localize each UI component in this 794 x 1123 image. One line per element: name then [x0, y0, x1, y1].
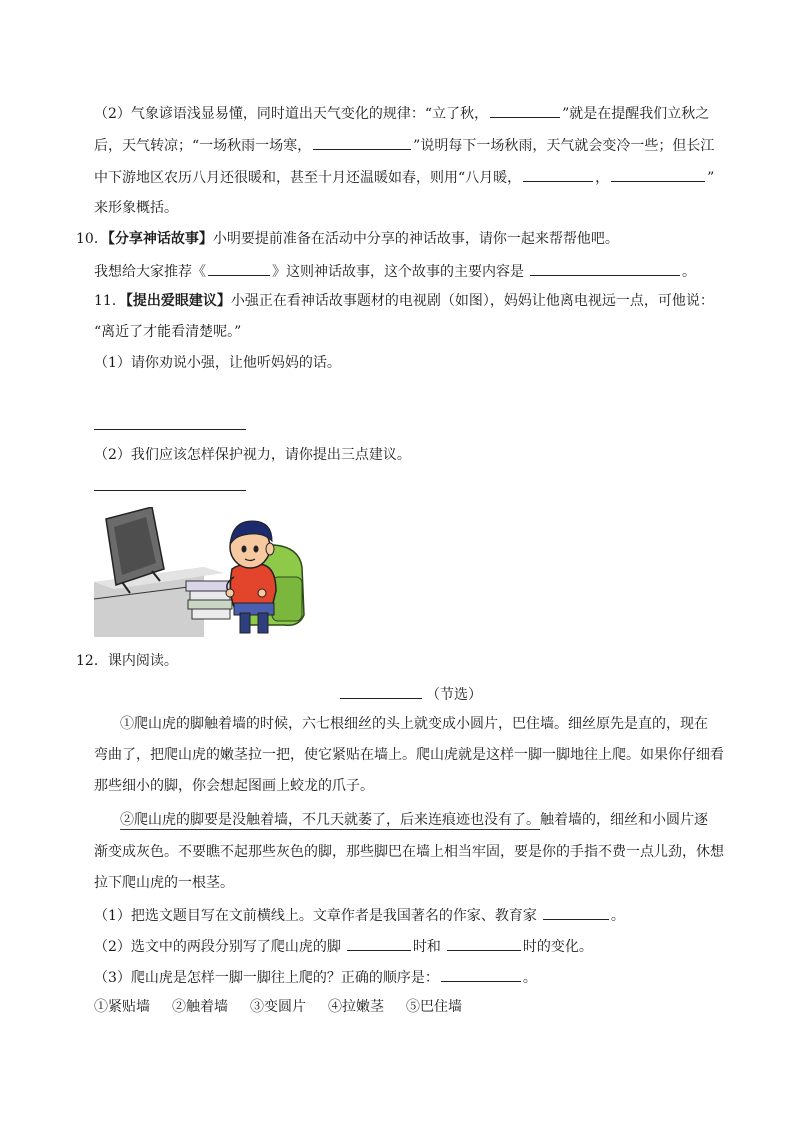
answer-blank[interactable] — [208, 260, 270, 276]
answer-blank[interactable] — [611, 166, 705, 182]
q11-line1: 11．【提出爱眼建议】小强正在看神话故事题材的电视剧（如图），妈妈让他离电视远一点，可他说： — [94, 293, 714, 309]
q12-heading: 12．课内阅读。 — [76, 653, 178, 669]
q12-sub2: （2）选文中的两段分别写了爬山虎的脚 时和 时的变化。 — [94, 935, 593, 957]
option-1: ①紧贴墙 — [94, 999, 150, 1015]
answer-blank[interactable] — [340, 683, 422, 699]
q10-line1: 10．【分享神话故事】小明要提前准备在活动中分享的神话故事，请你一起来帮帮他吧。 — [76, 231, 619, 247]
boy-watching-tv-illustration — [94, 507, 308, 637]
q12-para1-l2: 弯曲了，把爬山虎的嫩茎拉一把，使它紧贴在墙上。爬山虎就是这样一脚一脚地往上爬。如果你仔细看 — [94, 747, 724, 763]
underlined-sentence: ②爬山虎的脚要是没触着墙，不几天就萎了，后来连痕迹也没有了。 — [120, 812, 540, 828]
q12-para2-l2: 渐变成灰色。不要瞧不起那些灰色的脚，那些脚巴在墙上相当牢固，要是你的手指不费一点儿劲，休想 — [94, 844, 724, 860]
option-4: ④拉嫩茎 — [328, 999, 384, 1015]
q10-line2: 我想给大家推荐《 》这则神话故事，这个故事的主要内容是 。 — [94, 260, 696, 282]
answer-blank[interactable] — [347, 935, 411, 951]
q12-para2-l1: ②爬山虎的脚要是没触着墙，不几天就萎了，后来连痕迹也没有了。触着墙的，细丝和小圆片逐 — [120, 812, 708, 828]
option-3: ③变圆片 — [250, 999, 306, 1015]
answer-blank[interactable] — [447, 935, 521, 951]
answer-blank[interactable] — [313, 134, 411, 150]
q11-sub2: （2）我们应该怎样保护视力，请你提出三点建议。 — [94, 447, 411, 463]
answer-blank[interactable] — [543, 904, 609, 920]
q12-para2-l3: 拉下爬山虎的一根茎。 — [94, 875, 234, 891]
q12-title-line: （节选） — [340, 683, 482, 705]
q12-para1-l3: 那些细小的脚，你会想起图画上蛟龙的爪子。 — [94, 778, 374, 794]
q11-sub1: （1）请你劝说小强，让他听妈妈的话。 — [94, 355, 341, 371]
q10-tag: 【分享神话故事】 — [107, 231, 213, 247]
answer-blank[interactable] — [441, 966, 521, 982]
q9-p2-line3: 中下游地区农历八月还很暖和，甚至十月还温暖如春，则用“八月暖， ， ” — [94, 166, 714, 188]
answer-blank[interactable] — [523, 166, 593, 182]
q11-quote: “离近了才能看清楚呢。” — [94, 324, 242, 340]
q9-p2-line4: 来形象概括。 — [94, 200, 178, 216]
answer-blank[interactable] — [530, 260, 680, 276]
q12-sub1: （1）把选文题目写在文前横线上。文章作者是我国著名的作家、教育家 。 — [94, 904, 625, 926]
boy-figure — [230, 564, 276, 607]
answer-line[interactable] — [94, 429, 246, 430]
q9-p2-line2: 后，天气转凉；“一场秋雨一场寒， ”说明每下一场秋雨，天气就会变冷一些；但长江 — [94, 134, 714, 156]
option-2: ②触着墙 — [172, 999, 228, 1015]
answer-line[interactable] — [94, 490, 246, 491]
answer-blank[interactable] — [490, 102, 560, 118]
option-5: ⑤巴住墙 — [406, 999, 462, 1015]
q12-options — [94, 997, 484, 1017]
q12-sub3: （3）爬山虎是怎样一脚一脚往上爬的？正确的顺序是： 。 — [94, 966, 537, 988]
q12-para1-l1: ①爬山虎的脚触着墙的时候，六七根细丝的头上就变成小圆片，巴住墙。细丝原先是直的，现在 — [120, 716, 708, 732]
q9-p2-line1: （2）气象谚语浅显易懂，同时道出天气变化的规律：“立了秋， ”就是在提醒我们立秋之 — [94, 102, 709, 124]
q11-tag: 【提出爱眼建议】 — [125, 293, 231, 309]
